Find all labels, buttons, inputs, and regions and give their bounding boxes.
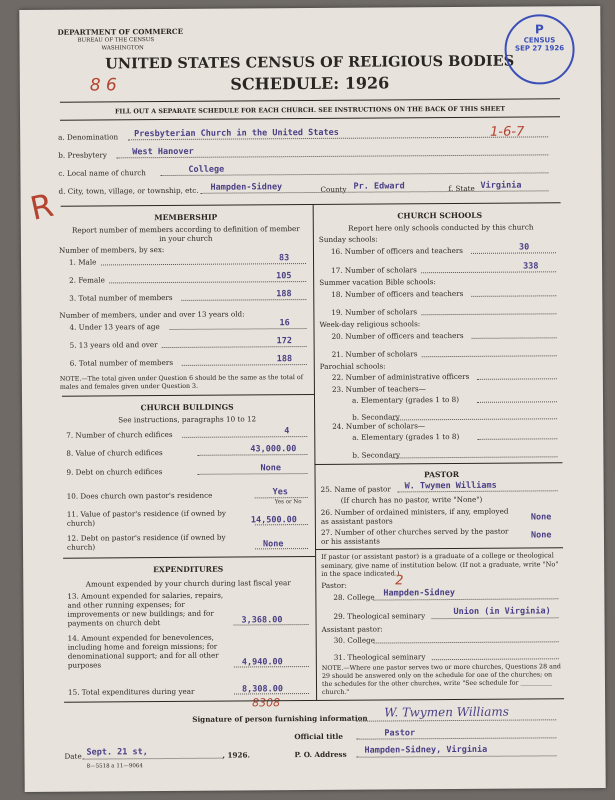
q8-label: 8. Value of church edifices [66, 448, 163, 458]
q15-value: 8,308.00 [241, 684, 284, 695]
q1-label: 1. Male [69, 257, 97, 267]
schools-heading: CHURCH SCHOOLS [397, 210, 483, 221]
expenditures-heading: EXPENDITURES [153, 564, 224, 575]
q10-hint: Yes or No [274, 499, 302, 506]
column-divider [313, 204, 317, 700]
department-name: DEPARTMENT OF COMMERCE [57, 26, 184, 37]
q14-label: 14. Amount expended for benevolences, including home and foreign missions; for denominational support; and for all other purposes [67, 632, 219, 670]
q24-label: 24. Number of scholars— [332, 421, 426, 431]
po-address-line [356, 755, 556, 757]
signature-label: Signature of person furnishing information [192, 713, 368, 724]
q23b-line [392, 418, 557, 420]
q19-label: 19. Number of scholars [331, 307, 418, 317]
graduate-note: If pastor (or assistant pastor) is a graduate of a college or theological seminary, give name of institution below. (If not a graduate, write "No" in the space indicated.) [321, 551, 559, 578]
summer-schools-label: Summer vacation Bible schools: [319, 277, 436, 287]
assistant-subheading: Assistant pastor: [321, 624, 383, 634]
census-received-stamp [504, 14, 574, 84]
denomination-label: a. Denomination [58, 132, 119, 142]
q29-value: Union (in Virginia) [453, 606, 551, 618]
q28-mark: 2 [395, 573, 404, 589]
schools-intro: Report here only schools conducted by this church [348, 222, 534, 233]
q6-line [182, 364, 307, 366]
q3-label: 3. Total number of members [69, 292, 173, 303]
po-address-value: Hampden-Sidney, Virginia [364, 744, 488, 756]
q8-value: 43,000.00 [250, 444, 297, 455]
signature-line [356, 719, 556, 721]
pastor-divider [314, 462, 562, 465]
date-year: , 1926. [222, 750, 251, 760]
q13-label: 13. Amount expended for salaries, repairs, and other running expenses; for improvements or new buildings; and for payments on church debt [67, 590, 224, 628]
q20-line [472, 337, 557, 339]
q4-label: 4. Under 13 years of age [69, 322, 160, 332]
q16-line [471, 252, 556, 254]
county-label: County [320, 184, 347, 194]
q26-label: 26. Number of ordained ministers, if any, employed as assistant pastors [320, 506, 509, 526]
buildings-subtitle: See instructions, paragraphs 10 to 12 [118, 414, 257, 425]
denomination-code: 1-6-7 [490, 124, 525, 140]
q24b-label: b. Secondary [352, 450, 401, 460]
q5-line [162, 346, 307, 348]
schedule-title: SCHEDULE: 1926 [230, 73, 390, 94]
date-label: Date [64, 751, 82, 761]
q4-value: 16 [279, 318, 290, 329]
form-title: UNITED STATES CENSUS OF RELIGIOUS BODIES [105, 52, 515, 73]
q1-line [101, 263, 306, 265]
signature-value: W. Twymen Williams [384, 704, 509, 720]
stamp-date: SEP 27 1926 [514, 44, 565, 53]
pastor-subheading: Pastor: [321, 580, 347, 590]
q10-value: Yes [272, 487, 289, 498]
q11-value: 14,500.00 [250, 515, 297, 526]
q6-value: 188 [276, 354, 293, 365]
q21-label: 21. Number of scholars [331, 349, 418, 359]
q27-label: 27. Number of other churches served by the pastor or his assistants [320, 526, 509, 546]
form-code: 8—5518 a 11—9064 [86, 763, 143, 770]
q25-hint: (If church has no pastor, write "None") [340, 494, 483, 505]
local-name-label: c. Local name of church [58, 168, 146, 178]
membership-note: NOTE.—The total given under Question 6 should be the same as the total of males and females given under Question 3. [59, 374, 304, 391]
county-value: Pr. Edward [353, 181, 405, 192]
q12-value: None [262, 539, 284, 550]
weekday-schools-label: Week-day religious schools: [319, 319, 421, 329]
q23a-label: a. Elementary (grades 1 to 8) [351, 394, 460, 405]
q13-value: 3,368.00 [241, 615, 283, 626]
instruction-divider [60, 116, 560, 120]
footer-divider [64, 698, 564, 702]
graduate-divider [315, 547, 563, 550]
q15-handwritten: 8308 [252, 696, 281, 710]
membership-intro: Report number of members according to definition of member in your church [71, 224, 300, 244]
date-line [83, 758, 223, 760]
po-address-label: P. O. Address [294, 749, 347, 760]
q6-label: 6. Total number of members [69, 357, 174, 368]
q29-line [432, 617, 559, 619]
q12-label: 12. Debt on pastor's residence (if owned by church) [66, 532, 226, 552]
stamp-census: CENSUS [523, 36, 556, 45]
presbytery-label: b. Presbytery [58, 150, 108, 160]
state-value: Virginia [480, 180, 522, 191]
q9-value: None [260, 463, 282, 474]
q25-label: 25. Name of pastor [320, 484, 391, 494]
q7-value: 4 [284, 426, 290, 437]
q30-line [374, 641, 559, 643]
instructions-line: FILL OUT A SEPARATE SCHEDULE FOR EACH CHURCH. SEE INSTRUCTIONS ON THE BACK OF THIS SHEET [114, 105, 506, 116]
census-schedule-form [19, 6, 605, 792]
q9-line [198, 473, 308, 475]
q25-value: W. Twymen Williams [404, 480, 497, 492]
q9-label: 9. Debt on church edifices [66, 467, 163, 477]
date-value: Sept. 21 st, [86, 747, 148, 758]
by-age-label: Number of members, under and over 13 years old: [59, 309, 245, 320]
q29-label: 29. Theological seminary [333, 611, 426, 621]
q31-label: 31. Theological seminary [333, 652, 426, 662]
q3-line [181, 299, 306, 301]
q28-line [373, 598, 558, 600]
q16-label: 16. Number of officers and teachers [330, 245, 463, 256]
header-divider [60, 98, 560, 102]
bureau-name: BUREAU OF THE CENSUS [77, 37, 155, 44]
pastor-heading: PASTOR [423, 469, 460, 480]
membership-heading: MEMBERSHIP [154, 212, 218, 223]
review-mark: R [26, 185, 57, 228]
q23a-line [477, 401, 557, 403]
q22-line [477, 378, 557, 380]
parochial-schools-label: Parochial schools: [319, 361, 386, 371]
q17-label: 17. Number of scholars [331, 265, 417, 275]
city-value: Hampden-Sidney [210, 182, 283, 193]
official-title-value: Pastor [384, 728, 416, 739]
q23b-label: b. Secondary [352, 412, 400, 422]
city-name: WASHINGTON [101, 45, 144, 52]
presbytery-value: West Hanover [132, 146, 194, 158]
q4-line [170, 328, 307, 330]
q5-value: 172 [276, 336, 292, 347]
q2-line [109, 281, 306, 283]
q1-value: 83 [278, 253, 290, 264]
local-name-value: College [188, 164, 225, 175]
q23-label: 23. Number of teachers— [331, 384, 426, 394]
q19-line [421, 313, 556, 315]
q18-label: 18. Number of officers and teachers [331, 288, 464, 299]
expenditures-divider [63, 556, 315, 559]
q7-line [182, 436, 307, 438]
official-title-label: Official title [294, 731, 343, 742]
buildings-divider [62, 394, 314, 397]
q26-value: None [530, 512, 552, 523]
denomination-value: Presbyterian Church in the United States [134, 127, 339, 140]
q17-line [421, 271, 556, 273]
q24a-label: a. Elementary (grades 1 to 8) [352, 431, 460, 442]
q24a-line [477, 438, 557, 440]
q22-label: 22. Number of administrative officers [331, 371, 470, 382]
q11-label: 11. Value of pastor's residence (if owned by church) [66, 508, 226, 528]
q21-line [422, 355, 557, 357]
sunday-schools-label: Sunday schools: [318, 234, 378, 244]
q27-value: None [530, 530, 552, 541]
q2-label: 2. Female [69, 275, 105, 285]
q28-value: Hampden-Sidney [383, 588, 456, 599]
city-label: d. City, town, village, or township, etc. [58, 185, 199, 196]
q17-value: 338 [523, 261, 539, 272]
q28-label: 28. College [333, 592, 375, 602]
section-divider [61, 202, 561, 206]
state-label: f. State [448, 183, 475, 194]
q14-value: 4,940.00 [241, 657, 283, 668]
q30-label: 30. College [333, 635, 375, 645]
q16-value: 30 [518, 242, 530, 253]
q15-label: 15. Total expenditures during year [68, 686, 195, 697]
q31-line [432, 658, 559, 660]
by-sex-label: Number of members, by sex: [58, 245, 165, 255]
q20-label: 20. Number of officers and teachers [331, 330, 464, 341]
q10-label: 10. Does church own pastor's residence [66, 490, 213, 501]
stamp-letter: P [534, 22, 544, 37]
handwritten-number: 8 6 [89, 75, 117, 96]
q24b-line [392, 456, 557, 458]
pastor-note: NOTE.—Where one pastor serves two or more churches, Questions 28 and 29 should be answered only on the schedule for one of the churches; on the schedules for the other churches, write "See schedule for __________ church." [321, 663, 561, 696]
q2-value: 105 [276, 271, 292, 282]
q5-label: 5. 13 years old and over [69, 340, 158, 350]
buildings-heading: CHURCH BUILDINGS [140, 402, 234, 413]
expenditures-subtitle: Amount expended by your church during last fiscal year [85, 578, 291, 589]
q18-line [471, 295, 556, 297]
q7-label: 7. Number of church edifices [66, 429, 173, 440]
q3-value: 188 [276, 289, 292, 300]
